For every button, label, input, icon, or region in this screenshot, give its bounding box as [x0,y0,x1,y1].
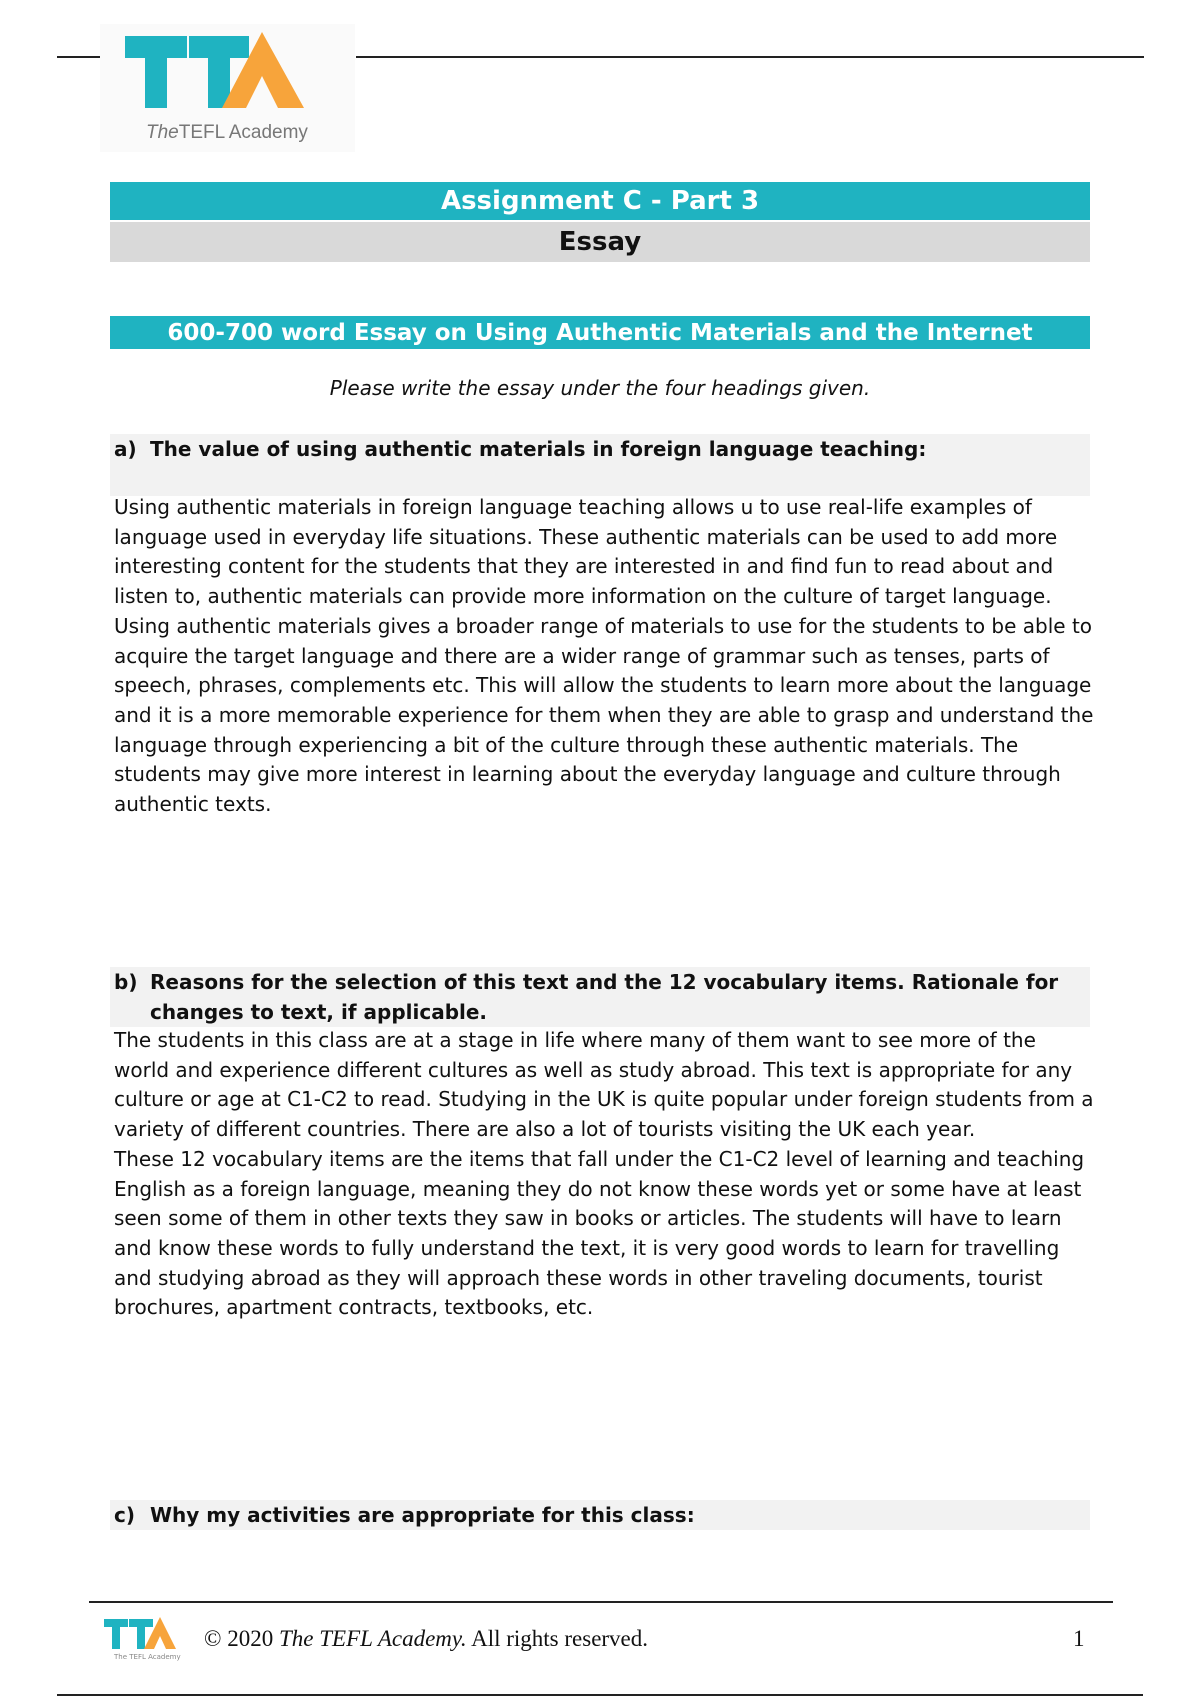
essay-instruction: Please write the essay under the four headings given. [329,376,871,400]
section-b-marker: b) [114,970,138,994]
copyright-prefix: © 2020 [204,1626,274,1651]
section-b-answer [114,1026,1094,1323]
section-b-heading [110,967,1090,1027]
section-a-heading-text: The value of using authentic materials in foreign language teaching: [150,437,927,461]
tta-logo [100,24,355,152]
page-bottom-rule [57,1694,1143,1696]
assignment-title: Assignment C - Part 3 [110,182,1090,220]
section-b-paragraph-1: The students in this class are at a stage in life where many of them want to see more of the world and experience different cultures as well as study abroad. This text is appropriate for any culture or age at C1-C2 to read. Studying in the UK is quite popular under foreign students from a variety of different countries. There are also a lot of tourists visiting the UK each year. [114,1028,1094,1142]
logo-wordmark [146,122,308,144]
footer-rule [89,1601,1113,1603]
logo-name: TEFL Academy [178,122,308,143]
section-c-marker: c) [114,1503,135,1527]
section-c-heading-text: Why my activities are appropriate for this class: [150,1503,695,1527]
essay-title: 600-700 word Essay on Using Authentic Materials and the Internet [110,316,1090,349]
assignment-subtitle: Essay [110,222,1090,262]
top-rule-right [356,56,1144,58]
top-rule-left [57,56,102,58]
footer-logo [104,1617,184,1663]
page-number: 1 [1073,1626,1085,1651]
section-b-paragraph-2: These 12 vocabulary items are the items that fall under the C1-C2 level of learning and teaching English as a foreign language, meaning they do not know these words yet or some have at least seen some of them in other texts they saw in books or articles. The students will have to learn and know these words to fully understand the text, it is very good words to learn for travelling and studying abroad as they will approach these words in other traveling documents, tourist brochures, apartment contracts, textbooks, etc. [114,1146,1085,1320]
section-b-heading-text: Reasons for the selection of this text and the 12 vocabulary items. Rationale for changes to text, if applicable. [150,970,1059,1024]
section-a-marker: a) [114,437,137,461]
copyright [204,1626,648,1652]
logo-the: The [146,122,179,143]
section-a-paragraph: Using authentic materials in foreign language teaching allows u to use real-life examples of language used in everyday life situations. These authentic materials can be used to add more interesting content for the students that they are interested in and find fun to read about and listen to, authentic materials can provide more information on the culture of target language. Using authentic materials gives a broader range of materials to use for the students to be able to acquire the target language and there are a wider range of grammar such as tenses, parts of speech, phrases, complements etc. This will allow the students to learn more about the language and it is a more memorable experience for them when they are able to grasp and understand the language through experiencing a bit of the culture through these authentic materials. The students may give more interest in learning about the everyday language and culture through authentic texts. [114,495,1094,817]
section-a-heading [110,434,1090,496]
copyright-org: The TEFL Academy. [278,1626,467,1651]
copyright-suffix: All rights reserved. [471,1626,649,1651]
footer-logo-text: The TEFL Academy [114,1653,181,1661]
section-c-heading [110,1500,1090,1530]
section-a-answer [114,493,1094,820]
footer-logo-graphic [104,1617,184,1653]
